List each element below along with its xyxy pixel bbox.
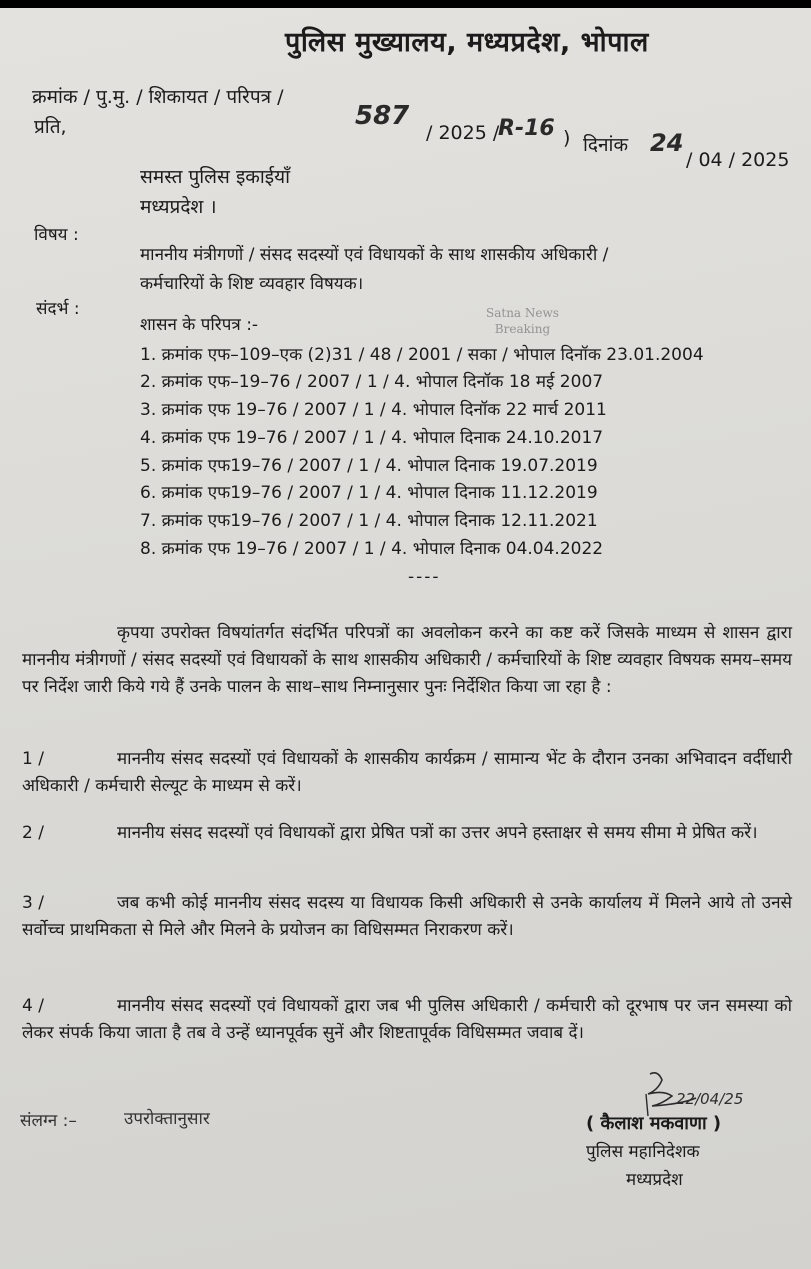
reference-item-3: 3. क्रमांक एफ 19–76 / 2007 / 1 / 4. भोपाल दिनॉक 22 मार्च 2011: [140, 400, 607, 420]
to-label: प्रति,: [34, 116, 67, 138]
point-1-number: 1 /: [22, 749, 44, 769]
reference-item-8: 8. क्रमांक एफ 19–76 / 2007 / 1 / 4. भोपाल दिनाक 04.04.2022: [140, 539, 604, 559]
reference-item-7: 7. क्रमांक एफ19–76 / 2007 / 1 / 4. भोपाल दिनाक 12.11.2021: [140, 511, 598, 531]
subject-line-2: कर्मचारियों के शिष्ट व्यवहार विषयक।: [140, 274, 364, 294]
point-3-number: 3 /: [22, 893, 44, 913]
enclosure-value: उपरोक्तानुसार: [124, 1109, 210, 1129]
watermark-line-2: Breaking: [494, 322, 551, 336]
reference-item-6: 6. क्रमांक एफ19–76 / 2007 / 1 / 4. भोपाल दिनाक 11.12.2019: [140, 483, 598, 503]
body-intro-text: कृपया उपरोक्त विषयांतर्गत संदर्भित परिपत्रों का अवलोकन करने का कष्ट करें जिसके माध्यम से शासन द्वारा माननीय मंत्रीगणों / संसद सदस्यों एवं विधायकों के साथ शासकीय अधिकारी / कर्मचारियों के शिष्ट व्यवहार विषयक समय–समय पर निर्देश जारी किये गये हैं उनके पालन के साथ–साथ निम्नानुसार पुनः निर्देशित किया जा रहा है :: [22, 623, 792, 697]
signature-block: [586, 1110, 766, 1194]
point-4-number: 4 /: [22, 996, 44, 1016]
signatory-state: मध्यप्रदेश: [626, 1170, 683, 1190]
reference-intro: शासन के परिपत्र :-: [140, 315, 259, 335]
subject-label: विषय :: [34, 225, 79, 245]
reference-prefix: क्रमांक / पु.मु. / शिकायत / परिपत्र /: [32, 86, 284, 108]
reference-item-2: 2. क्रमांक एफ–19–76 / 2007 / 1 / 4. भोपाल दिनॉक 18 मई 2007: [140, 372, 604, 392]
reference-year: / 2025 /: [426, 122, 500, 144]
reference-close: ): [563, 127, 571, 149]
point-4: [22, 993, 792, 1047]
recipient-line-1: समस्त पुलिस इकाईयाँ: [140, 166, 291, 188]
point-2: [22, 820, 792, 847]
point-2-text: माननीय संसद सदस्यों एवं विधायकों द्वारा प्रेषित पत्रों का उत्तर अपने हस्ताक्षर से समय सीमा मे प्रेषित करें।: [117, 823, 758, 843]
point-3-text: जब कभी कोई माननीय संसद सदस्य या विधायक किसी अधिकारी से उनके कार्यालय में मिलने आये तो उनसे सर्वोच्च प्राथमिकता से मिले और मिलने के प्रयोजन का विधिसम्मत निराकरण करें।: [22, 893, 792, 940]
reference-item-4: 4. क्रमांक एफ 19–76 / 2007 / 1 / 4. भोपाल दिनाक 24.10.2017: [140, 428, 604, 448]
signatory-name: ( कैलाश मकवाणा ): [586, 1113, 722, 1134]
date-month-year: / 04 / 2025: [686, 149, 790, 171]
recipient-line-2: मध्यप्रदेश ।: [140, 196, 217, 218]
handwritten-date-day: 24: [650, 129, 684, 157]
watermark: [486, 305, 559, 337]
handwritten-ref-number: 587: [355, 101, 410, 131]
point-3: [22, 890, 792, 944]
subject-line-1: माननीय मंत्रीगणों / संसद सदस्यों एवं विधायकों के साथ शासकीय अधिकारी /: [140, 245, 609, 265]
enclosure-label: संलग्न :–: [20, 1111, 77, 1131]
page-title: पुलिस मुख्यालय, मध्यप्रदेश, भोपाल: [285, 27, 649, 58]
watermark-line-1: Satna News: [486, 306, 559, 320]
body-intro-paragraph: [22, 620, 792, 701]
divider: ----: [408, 567, 441, 587]
date-label: दिनांक: [583, 134, 629, 156]
point-2-number: 2 /: [22, 823, 44, 843]
signatory-designation: पुलिस महानिदेशक: [586, 1142, 700, 1162]
point-4-text: माननीय संसद सदस्यों एवं विधायकों द्वारा जब भी पुलिस अधिकारी / कर्मचारी को दूरभाष पर जन समस्या को लेकर संपर्क किया जाता है तब वे उन्हें ध्यानपूर्वक सुनें और शिष्टतापूर्वक विधिसम्मत जवाब दें।: [22, 996, 792, 1043]
document-page: [0, 8, 811, 1269]
point-1-text: माननीय संसद सदस्यों एवं विधायकों के शासकीय कार्यक्रम / सामान्य भेंट के दौरान उनका अभिवादन वर्दीधारी अधिकारी / कर्मचारी सेल्यूट के माध्यम से करें।: [22, 749, 792, 796]
handwritten-ref-code: R-16: [498, 116, 555, 141]
reference-item-1: 1. क्रमांक एफ–109–एक (2)31 / 48 / 2001 / सका / भोपाल दिनॉक 23.01.2004: [140, 345, 704, 365]
point-1: [22, 746, 792, 800]
reference-item-5: 5. क्रमांक एफ19–76 / 2007 / 1 / 4. भोपाल दिनाक 19.07.2019: [140, 456, 598, 476]
reference-label: संदर्भ :: [36, 299, 80, 319]
signature-date: 22/04/25: [676, 1090, 744, 1108]
